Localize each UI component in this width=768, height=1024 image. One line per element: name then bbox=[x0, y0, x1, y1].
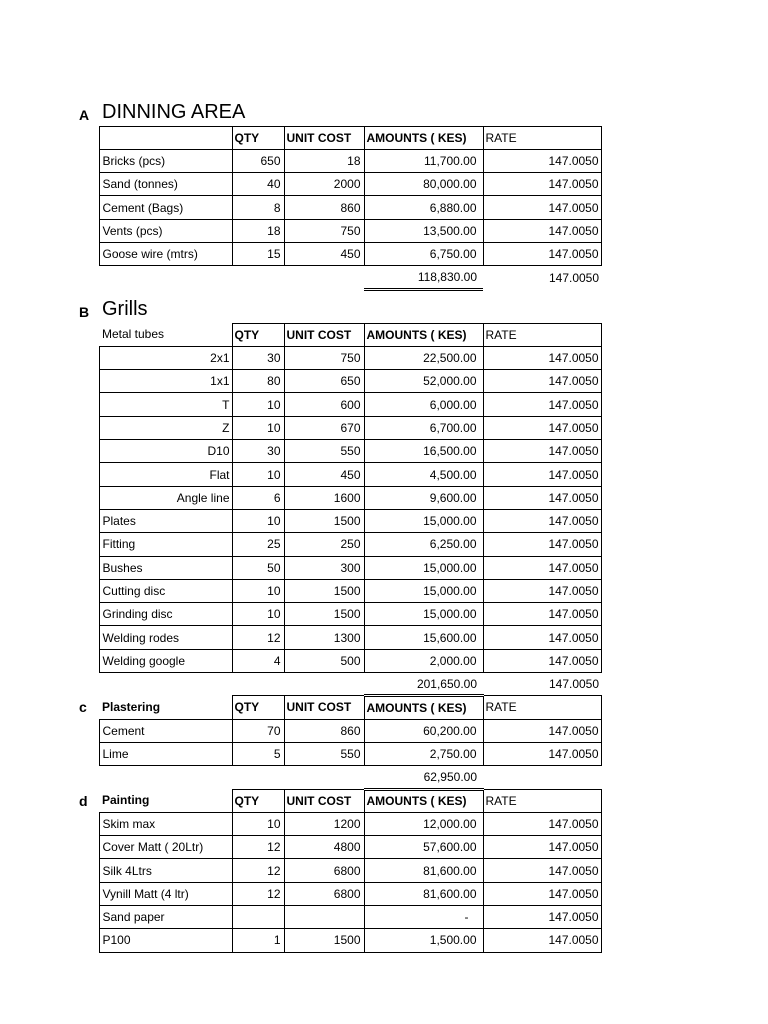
item-qty: 6 bbox=[232, 486, 284, 509]
item-rate: 147.0050 bbox=[483, 533, 601, 556]
item-rate: 147.0050 bbox=[483, 173, 601, 196]
item-row bbox=[75, 906, 601, 929]
section-header-row bbox=[75, 323, 601, 346]
empty-cell bbox=[284, 766, 364, 789]
item-unit-cost: 1500 bbox=[284, 603, 364, 626]
item-qty: 25 bbox=[232, 533, 284, 556]
section-letter: A bbox=[79, 107, 90, 123]
item-name: Welding rodes bbox=[99, 626, 232, 649]
item-amount: 15,000.00 bbox=[364, 603, 483, 626]
item-qty: 15 bbox=[232, 242, 284, 265]
item-unit-cost: 750 bbox=[284, 219, 364, 242]
item-name: Plates bbox=[99, 509, 232, 532]
item-amount: - bbox=[364, 906, 483, 929]
item-name: Vents (pcs) bbox=[99, 219, 232, 242]
section-total-rate: 147.0050 bbox=[548, 677, 600, 692]
subitem-row bbox=[75, 463, 601, 486]
item-rate: 147.0050 bbox=[483, 882, 601, 905]
item-rate: 147.0050 bbox=[483, 742, 601, 765]
item-name: Bricks (pcs) bbox=[99, 149, 232, 172]
item-rate: 147.0050 bbox=[483, 242, 601, 265]
item-amount: 4,500.00 bbox=[364, 463, 483, 486]
section-title: Grills bbox=[102, 297, 148, 320]
item-name: Cement bbox=[99, 719, 232, 742]
section-total-row bbox=[75, 766, 601, 789]
empty-cell bbox=[232, 673, 284, 696]
empty-cell bbox=[75, 370, 99, 393]
column-header-amounts: AMOUNTS ( KES) bbox=[364, 126, 483, 149]
item-amount: 15,600.00 bbox=[364, 626, 483, 649]
item-rate: 147.0050 bbox=[483, 812, 601, 835]
item-unit-cost bbox=[284, 906, 364, 929]
item-unit-cost: 1200 bbox=[284, 812, 364, 835]
column-header-amounts: AMOUNTS ( KES) bbox=[364, 696, 483, 719]
item-name: Angle line bbox=[99, 486, 232, 509]
empty-cell bbox=[75, 766, 99, 789]
quantities-sheet bbox=[75, 92, 602, 953]
item-row bbox=[75, 626, 601, 649]
item-unit-cost: 650 bbox=[284, 370, 364, 393]
item-rate: 147.0050 bbox=[483, 836, 601, 859]
item-unit-cost: 4800 bbox=[284, 836, 364, 859]
empty-cell bbox=[75, 219, 99, 242]
column-header-rate: RATE bbox=[483, 696, 601, 719]
item-name: 2x1 bbox=[99, 346, 232, 369]
item-unit-cost: 550 bbox=[284, 742, 364, 765]
item-rate: 147.0050 bbox=[483, 440, 601, 463]
item-qty: 12 bbox=[232, 626, 284, 649]
section-header-label: Painting bbox=[102, 793, 150, 808]
item-row bbox=[75, 719, 601, 742]
item-qty: 12 bbox=[232, 836, 284, 859]
empty-cell bbox=[75, 603, 99, 626]
item-row bbox=[75, 509, 601, 532]
item-row bbox=[75, 533, 601, 556]
column-header-rate: RATE bbox=[483, 323, 601, 346]
item-qty: 8 bbox=[232, 196, 284, 219]
item-amount: 15,000.00 bbox=[364, 579, 483, 602]
item-rate: 147.0050 bbox=[483, 626, 601, 649]
item-amount: 6,880.00 bbox=[364, 196, 483, 219]
item-amount: 16,500.00 bbox=[364, 440, 483, 463]
item-qty: 30 bbox=[232, 346, 284, 369]
item-name: 1x1 bbox=[99, 370, 232, 393]
item-name: Goose wire (mtrs) bbox=[99, 242, 232, 265]
section-letter: B bbox=[79, 304, 90, 321]
section-letter: d bbox=[79, 792, 88, 809]
item-amount: 81,600.00 bbox=[364, 859, 483, 882]
item-amount: 13,500.00 bbox=[364, 219, 483, 242]
item-rate: 147.0050 bbox=[483, 579, 601, 602]
empty-cell bbox=[75, 649, 99, 672]
item-name: P100 bbox=[99, 929, 232, 952]
item-row bbox=[75, 812, 601, 835]
item-qty: 1 bbox=[232, 929, 284, 952]
item-row bbox=[75, 219, 601, 242]
empty-cell bbox=[232, 766, 284, 789]
section-total-rate bbox=[483, 766, 601, 789]
item-qty: 10 bbox=[232, 416, 284, 439]
item-name: Vynill Matt (4 ltr) bbox=[99, 882, 232, 905]
item-rate: 147.0050 bbox=[483, 149, 601, 172]
item-unit-cost: 670 bbox=[284, 416, 364, 439]
empty-cell bbox=[75, 556, 99, 579]
item-amount: 9,600.00 bbox=[364, 486, 483, 509]
column-header-unit-cost: UNIT COST bbox=[284, 323, 364, 346]
item-unit-cost: 18 bbox=[284, 149, 364, 172]
item-name: Silk 4Ltrs bbox=[99, 859, 232, 882]
item-amount: 60,200.00 bbox=[364, 719, 483, 742]
item-amount: 12,000.00 bbox=[364, 812, 483, 835]
empty-cell bbox=[75, 929, 99, 952]
item-amount: 6,250.00 bbox=[364, 533, 483, 556]
column-header-qty: QTY bbox=[232, 323, 284, 346]
item-qty: 650 bbox=[232, 149, 284, 172]
item-row bbox=[75, 242, 601, 265]
item-rate: 147.0050 bbox=[483, 219, 601, 242]
item-qty: 5 bbox=[232, 742, 284, 765]
item-name: T bbox=[99, 393, 232, 416]
column-header-qty: QTY bbox=[232, 126, 284, 149]
item-qty bbox=[232, 906, 284, 929]
item-amount: 15,000.00 bbox=[364, 556, 483, 579]
item-row bbox=[75, 149, 601, 172]
item-row bbox=[75, 882, 601, 905]
column-header-qty: QTY bbox=[232, 789, 284, 812]
section-header-row bbox=[75, 789, 601, 812]
item-name: D10 bbox=[99, 440, 232, 463]
section-total-amount: 118,830.00 bbox=[364, 266, 483, 289]
item-amount: 57,600.00 bbox=[364, 836, 483, 859]
item-rate: 147.0050 bbox=[483, 346, 601, 369]
item-rate: 147.0050 bbox=[483, 393, 601, 416]
item-unit-cost: 550 bbox=[284, 440, 364, 463]
item-unit-cost: 300 bbox=[284, 556, 364, 579]
item-row bbox=[75, 603, 601, 626]
item-qty: 10 bbox=[232, 509, 284, 532]
item-rate: 147.0050 bbox=[483, 463, 601, 486]
subitem-row bbox=[75, 440, 601, 463]
item-name: Sand (tonnes) bbox=[99, 173, 232, 196]
item-name: Grinding disc bbox=[99, 603, 232, 626]
item-unit-cost: 500 bbox=[284, 649, 364, 672]
section-title: DINNING AREA bbox=[102, 100, 246, 123]
item-row bbox=[75, 649, 601, 672]
item-unit-cost: 2000 bbox=[284, 173, 364, 196]
empty-cell bbox=[75, 173, 99, 196]
column-header-unit-cost: UNIT COST bbox=[284, 126, 364, 149]
empty-cell bbox=[75, 882, 99, 905]
column-header-rate: RATE bbox=[483, 789, 601, 812]
item-unit-cost: 750 bbox=[284, 346, 364, 369]
section-header-row bbox=[75, 126, 601, 149]
section-title-row bbox=[75, 92, 601, 126]
section-total-row bbox=[75, 673, 601, 696]
item-amount: 2,000.00 bbox=[364, 649, 483, 672]
empty-cell bbox=[75, 673, 99, 696]
item-unit-cost: 1300 bbox=[284, 626, 364, 649]
item-qty: 70 bbox=[232, 719, 284, 742]
empty-cell bbox=[284, 673, 364, 696]
item-rate: 147.0050 bbox=[483, 416, 601, 439]
empty-cell bbox=[75, 719, 99, 742]
item-unit-cost: 6800 bbox=[284, 859, 364, 882]
item-rate: 147.0050 bbox=[483, 906, 601, 929]
item-name: Cutting disc bbox=[99, 579, 232, 602]
item-row bbox=[75, 579, 601, 602]
item-unit-cost: 1600 bbox=[284, 486, 364, 509]
empty-cell bbox=[99, 766, 232, 789]
item-amount: 6,700.00 bbox=[364, 416, 483, 439]
item-unit-cost: 250 bbox=[284, 533, 364, 556]
item-qty: 12 bbox=[232, 859, 284, 882]
item-qty: 10 bbox=[232, 812, 284, 835]
item-amount: 2,750.00 bbox=[364, 742, 483, 765]
item-name: Fitting bbox=[99, 533, 232, 556]
empty-cell bbox=[99, 673, 232, 696]
section-total-rate: 147.0050 bbox=[548, 270, 600, 285]
section-letter: c bbox=[79, 699, 87, 716]
item-unit-cost: 1500 bbox=[284, 509, 364, 532]
item-qty: 30 bbox=[232, 440, 284, 463]
column-header-qty: QTY bbox=[232, 696, 284, 719]
empty-cell bbox=[75, 126, 99, 149]
item-amount: 52,000.00 bbox=[364, 370, 483, 393]
item-rate: 147.0050 bbox=[483, 556, 601, 579]
empty-cell bbox=[75, 859, 99, 882]
item-row bbox=[75, 173, 601, 196]
empty-cell bbox=[99, 266, 232, 289]
item-name: Cover Matt ( 20Ltr) bbox=[99, 836, 232, 859]
item-name: Sand paper bbox=[99, 906, 232, 929]
item-rate: 147.0050 bbox=[483, 719, 601, 742]
item-unit-cost: 450 bbox=[284, 463, 364, 486]
item-amount: 80,000.00 bbox=[364, 173, 483, 196]
item-unit-cost: 1500 bbox=[284, 579, 364, 602]
item-rate: 147.0050 bbox=[483, 509, 601, 532]
empty-cell bbox=[75, 486, 99, 509]
section-header-label: Metal tubes bbox=[102, 327, 165, 342]
item-unit-cost: 450 bbox=[284, 242, 364, 265]
item-amount: 6,750.00 bbox=[364, 242, 483, 265]
item-unit-cost: 6800 bbox=[284, 882, 364, 905]
item-qty: 80 bbox=[232, 370, 284, 393]
item-qty: 10 bbox=[232, 463, 284, 486]
empty-cell bbox=[75, 626, 99, 649]
item-amount: 6,000.00 bbox=[364, 393, 483, 416]
section-header-label bbox=[99, 126, 232, 149]
item-name: Skim max bbox=[99, 812, 232, 835]
item-rate: 147.0050 bbox=[483, 370, 601, 393]
item-row bbox=[75, 196, 601, 219]
empty-cell bbox=[75, 742, 99, 765]
empty-cell bbox=[75, 533, 99, 556]
section-title-row bbox=[75, 289, 601, 323]
item-rate: 147.0050 bbox=[483, 196, 601, 219]
item-unit-cost: 860 bbox=[284, 719, 364, 742]
empty-cell bbox=[75, 579, 99, 602]
item-unit-cost: 600 bbox=[284, 393, 364, 416]
item-rate: 147.0050 bbox=[483, 929, 601, 952]
section-total-amount: 201,650.00 bbox=[364, 673, 483, 696]
item-qty: 10 bbox=[232, 579, 284, 602]
empty-cell bbox=[75, 149, 99, 172]
section-header-label: Plastering bbox=[102, 700, 161, 715]
empty-cell bbox=[75, 509, 99, 532]
item-name: Z bbox=[99, 416, 232, 439]
item-row bbox=[75, 556, 601, 579]
empty-cell bbox=[75, 346, 99, 369]
empty-cell bbox=[75, 906, 99, 929]
column-header-unit-cost: UNIT COST bbox=[284, 789, 364, 812]
empty-cell bbox=[75, 242, 99, 265]
empty-cell bbox=[75, 836, 99, 859]
empty-cell bbox=[75, 812, 99, 835]
item-row bbox=[75, 742, 601, 765]
item-rate: 147.0050 bbox=[483, 859, 601, 882]
column-header-amounts: AMOUNTS ( KES) bbox=[364, 789, 483, 812]
column-header-amounts: AMOUNTS ( KES) bbox=[364, 323, 483, 346]
empty-cell bbox=[75, 393, 99, 416]
empty-cell bbox=[75, 440, 99, 463]
item-rate: 147.0050 bbox=[483, 486, 601, 509]
item-name: Flat bbox=[99, 463, 232, 486]
item-qty: 10 bbox=[232, 393, 284, 416]
empty-cell bbox=[75, 416, 99, 439]
subitem-row bbox=[75, 486, 601, 509]
item-qty: 40 bbox=[232, 173, 284, 196]
empty-cell bbox=[232, 266, 284, 289]
subitem-row bbox=[75, 393, 601, 416]
item-name: Lime bbox=[99, 742, 232, 765]
item-amount: 81,600.00 bbox=[364, 882, 483, 905]
item-name: Cement (Bags) bbox=[99, 196, 232, 219]
subitem-row bbox=[75, 416, 601, 439]
item-unit-cost: 1500 bbox=[284, 929, 364, 952]
item-amount: 11,700.00 bbox=[364, 149, 483, 172]
item-amount: 15,000.00 bbox=[364, 509, 483, 532]
subitem-row bbox=[75, 370, 601, 393]
item-amount: 1,500.00 bbox=[364, 929, 483, 952]
empty-cell bbox=[75, 266, 99, 289]
section-header-row bbox=[75, 696, 601, 719]
item-qty: 10 bbox=[232, 603, 284, 626]
section-total-amount: 62,950.00 bbox=[364, 766, 483, 789]
item-unit-cost: 860 bbox=[284, 196, 364, 219]
item-row bbox=[75, 929, 601, 952]
empty-cell bbox=[75, 323, 99, 346]
item-name: Welding google bbox=[99, 649, 232, 672]
empty-cell bbox=[284, 266, 364, 289]
item-rate: 147.0050 bbox=[483, 649, 601, 672]
sheet-body bbox=[75, 92, 601, 952]
subitem-row bbox=[75, 346, 601, 369]
item-name: Bushes bbox=[99, 556, 232, 579]
column-header-unit-cost: UNIT COST bbox=[284, 696, 364, 719]
item-rate: 147.0050 bbox=[483, 603, 601, 626]
item-qty: 50 bbox=[232, 556, 284, 579]
item-amount: 22,500.00 bbox=[364, 346, 483, 369]
empty-cell bbox=[75, 196, 99, 219]
item-row bbox=[75, 836, 601, 859]
item-row bbox=[75, 859, 601, 882]
column-header-rate: RATE bbox=[483, 126, 601, 149]
item-qty: 4 bbox=[232, 649, 284, 672]
item-qty: 12 bbox=[232, 882, 284, 905]
item-qty: 18 bbox=[232, 219, 284, 242]
empty-cell bbox=[75, 463, 99, 486]
section-total-row bbox=[75, 266, 601, 289]
